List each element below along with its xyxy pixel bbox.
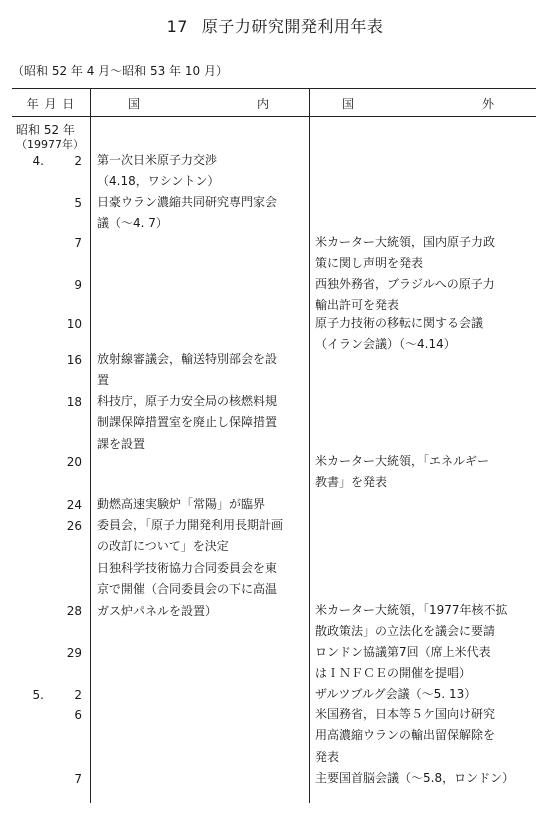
era-year: 昭和 52 年 [16, 123, 75, 137]
domestic-entry: 委員会，「原子力開発利用長期計画 の改訂について」を決定 日独科学技術協力合同委員会を東 京で開催（合同委員会の下に高温 ガス炉パネルを設置） [97, 518, 284, 618]
row-day: 2 [74, 154, 82, 168]
row-day: 26 [66, 519, 82, 533]
chapter-title: 原子力研究開発利用年表 [201, 17, 384, 36]
row-day: 18 [66, 395, 82, 409]
chapter-number: 17 [166, 17, 188, 36]
header-domestic-2: 内 [257, 97, 271, 111]
column-divider-date [90, 88, 91, 803]
row-day: 28 [66, 604, 82, 618]
row-day: 24 [66, 498, 82, 512]
chronology-table [12, 88, 536, 803]
domestic-entry: 科技庁，原子力安全局の核燃料規 制課保障措置室を廃止し保障措置 課を設置 [97, 394, 278, 451]
domestic-entry: 第一次日米原子力交渉 （4.18，ワシントン） [97, 153, 220, 189]
row-day: 5 [74, 196, 82, 210]
foreign-entry: 原子力技術の移転に関する会議 （イラン会議）（～4.14） [315, 316, 484, 352]
row-day: 7 [74, 236, 82, 250]
header-foreign-2: 外 [482, 97, 496, 111]
foreign-entry: 米カーター大統領，「エネルギー 教書」を発表 [315, 454, 490, 490]
foreign-entry: ロンドン協議第7回（席上米代表 はＩＮＦＣＥの開催を提唱） [315, 645, 491, 681]
row-day: 16 [66, 353, 82, 367]
page-title [0, 14, 550, 37]
header-date: 年 月 日 [26, 97, 76, 111]
row-day: 29 [66, 646, 82, 660]
domestic-entry: 放射線審議会，輸送特別部会を設 置 [97, 352, 278, 388]
row-month: 4. [32, 154, 44, 168]
foreign-entry: ザルツブルグ会議（～5. 13） [315, 687, 477, 701]
domestic-entry: 日豪ウラン濃縮共同研究専門家会 議（～4. 7） [97, 195, 278, 231]
domestic-entry: 動燃高速実験炉「常陽」が臨界 [97, 497, 266, 511]
foreign-entry: 西独外務省，ブラジルへの原子力 輸出許可を発表 [315, 277, 495, 313]
column-divider-foreign [309, 88, 310, 803]
row-day: 6 [74, 708, 82, 722]
header-foreign-1: 国 [342, 97, 356, 111]
row-day: 7 [74, 772, 82, 786]
header-domestic-1: 国 [128, 97, 142, 111]
row-day: 10 [66, 317, 82, 331]
foreign-entry: 米カーター大統領，「1977年核不拡 散政策法」の立法化を議会に要請 [315, 603, 508, 639]
foreign-entry: 主要国首脳会議（～5.8，ロンドン） [315, 771, 515, 785]
period-range: （昭和 52 年 4 月～昭和 53 年 10 月） [12, 64, 228, 78]
foreign-entry: 米カーター大統領，国内原子力政 策に関し声明を発表 [315, 235, 496, 271]
row-day: 20 [66, 455, 82, 469]
row-day: 9 [74, 278, 82, 292]
era-western-year: （19977年） [16, 138, 84, 151]
row-day: 2 [74, 688, 82, 702]
row-month: 5. [32, 688, 44, 702]
foreign-entry: 米国務省，日本等５ケ国向け研究 用高濃縮ウランの輸出留保解除を 発表 [315, 707, 496, 764]
